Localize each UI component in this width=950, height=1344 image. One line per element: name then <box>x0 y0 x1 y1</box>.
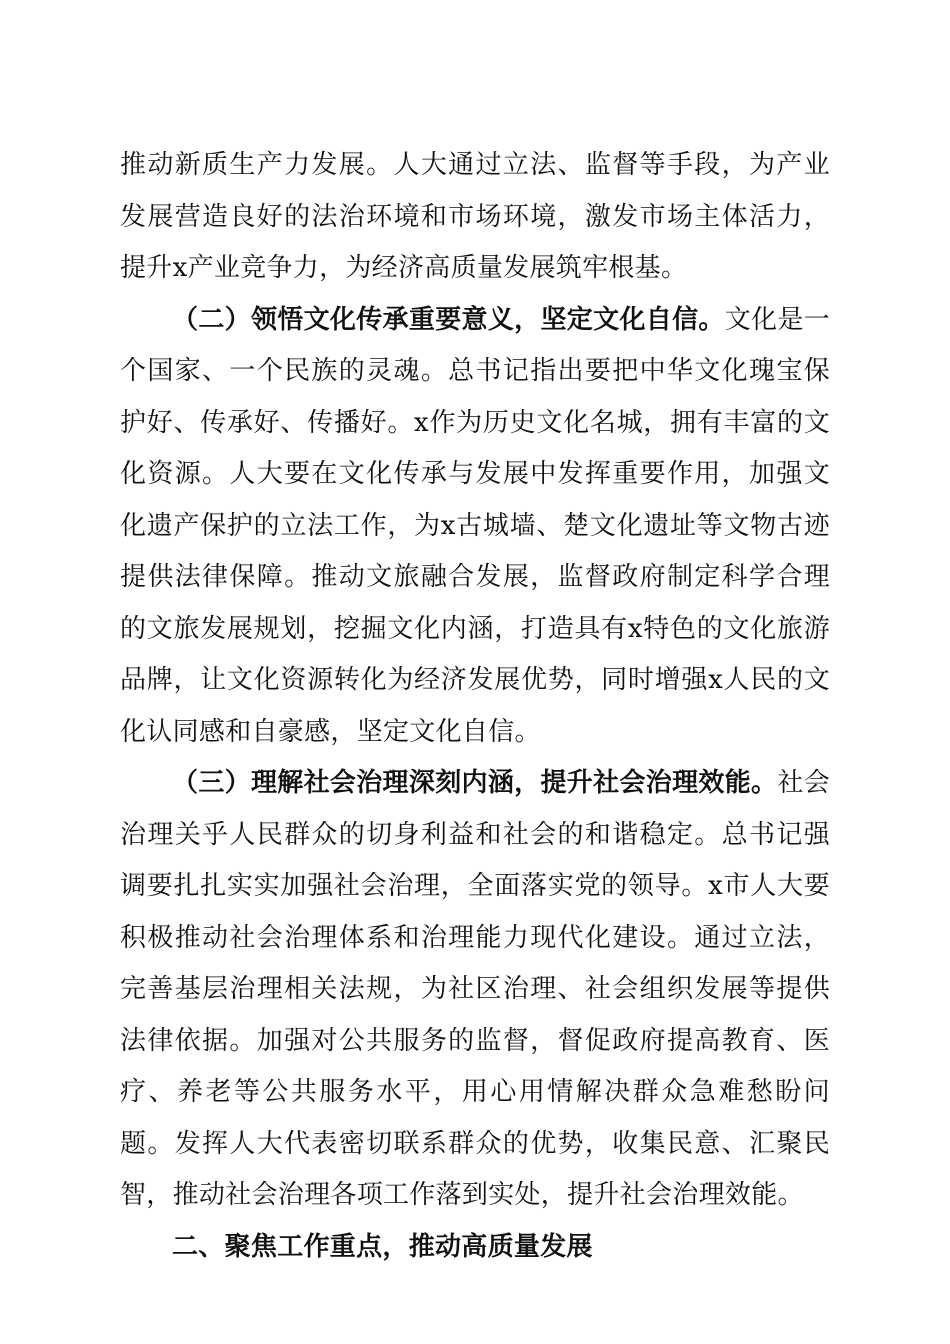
paragraph-body: 推动新质生产力发展。人大通过立法、监督等手段，为产业发展营造良好的法治环境和市场环境，激发市场主体活力，提升x产业竞争力，为经济高质量发展筑牢根基。 <box>120 150 830 283</box>
paragraph-governance <box>120 758 830 1222</box>
paragraph-continuation <box>120 140 830 295</box>
paragraph-lead: （三）理解社会治理深刻内涵，提升社会治理效能。 <box>172 768 778 798</box>
paragraph-body: 文化是一个国家、一个民族的灵魂。总书记指出要把中华文化瑰宝保护好、传承好、传播好。x作为历史文化名城，拥有丰富的文化资源。人大要在文化传承与发展中发挥重要作用，加强文化遗产保护的立法工作，为x古城墙、楚文化遗址等文物古迹提供法律保障。推动文旅融合发展，监督政府制定科学合理的文旅发展规划，挖掘文化内涵，打造具有x特色的文化旅游品牌，让文化资源转化为经济发展优势，同时增强x人民的文化认同感和自豪感，坚定文化自信。 <box>120 304 830 747</box>
paragraph-body: 社会治理关乎人民群众的切身利益和社会的和谐稳定。总书记强调要扎扎实实加强社会治理，全面落实党的领导。x市人大要积极推动社会治理体系和治理能力现代化建设。通过立法，完善基层治理相关法规，为社区治理、社会组织发展等提供法律依据。加强对公共服务的监督，督促政府提高教育、医疗、养老等公共服务水平，用心用情解决群众急难愁盼问题。发挥人大代表密切联系群众的优势，收集民意、汇聚民智，推动社会治理各项工作落到实处，提升社会治理效能。 <box>120 768 830 1210</box>
document-page <box>120 140 830 1273</box>
section-heading: 二、聚焦工作重点，推动高质量发展 <box>172 1231 593 1262</box>
paragraph-lead: （二）领悟文化传承重要意义，坚定文化自信。 <box>172 304 725 335</box>
paragraph-culture <box>120 295 830 759</box>
